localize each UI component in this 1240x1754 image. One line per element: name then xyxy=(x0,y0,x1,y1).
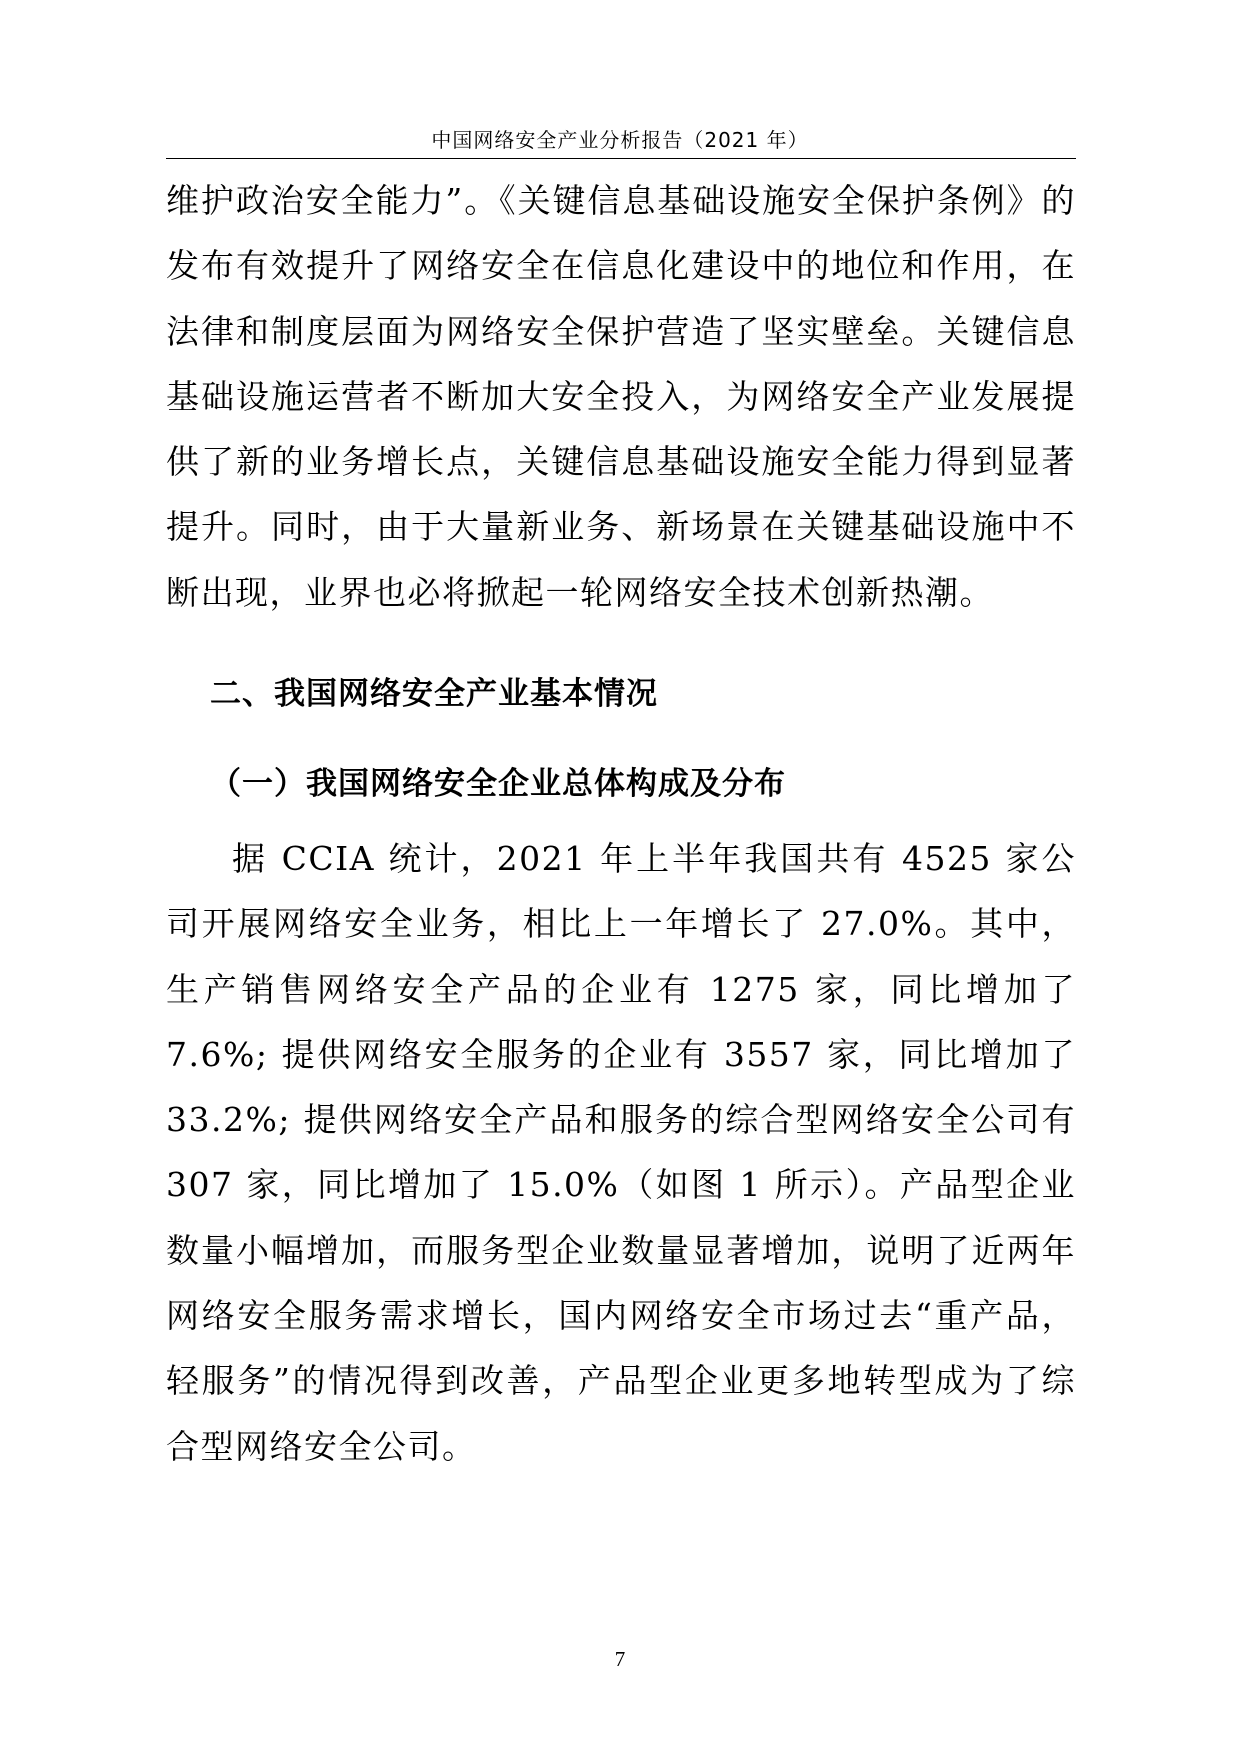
body-paragraph-2: 据 CCIA 统计，2021 年上半年我国共有 4525 家公司开展网络安全业务，相比上一年增长了 27.0%。其中，生产销售网络安全产品的企业有 1275 家，同比增加了 7.6%; 提供网络安全服务的企业有 3557 家，同比增加了 33.2%; 提供网络安全产品和服务的综合型网络安全公司有 307 家，同比增加了 15.0%（如图 1 所示）。产品型企业数量小幅增加，而服务型企业数量显著增加，说明了近两年网络安全服务需求增长，国内网络安全市场过去“重产品，轻服务”的情况得到改善，产品型企业更多地转型成为了综合型网络安全公司。 xyxy=(166,839,1076,1466)
section-heading: 二、我国网络安全产业基本情况 xyxy=(210,676,658,712)
subsection-heading: （一）我国网络安全企业总体构成及分布 xyxy=(210,766,786,802)
page-number: 7 xyxy=(614,1647,626,1671)
body-paragraph-1: 维护政治安全能力”。《关键信息基础设施安全保护条例》的发布有效提升了网络安全在信息化建设中的地位和作用，在法律和制度层面为网络安全保护营造了坚实壁垒。关键信息基础设施运营者不断加大安全投入，为网络安全产业发展提供了新的业务增长点，关键信息基础设施安全能力得到显著提升。同时，由于大量新业务、新场景在关键基础设施中不断出现，业界也必将掀起一轮网络安全技术创新热潮。 xyxy=(166,181,1076,612)
header-divider xyxy=(166,158,1076,159)
running-header-title: 中国网络安全产业分析报告（2021 年） xyxy=(431,128,809,152)
